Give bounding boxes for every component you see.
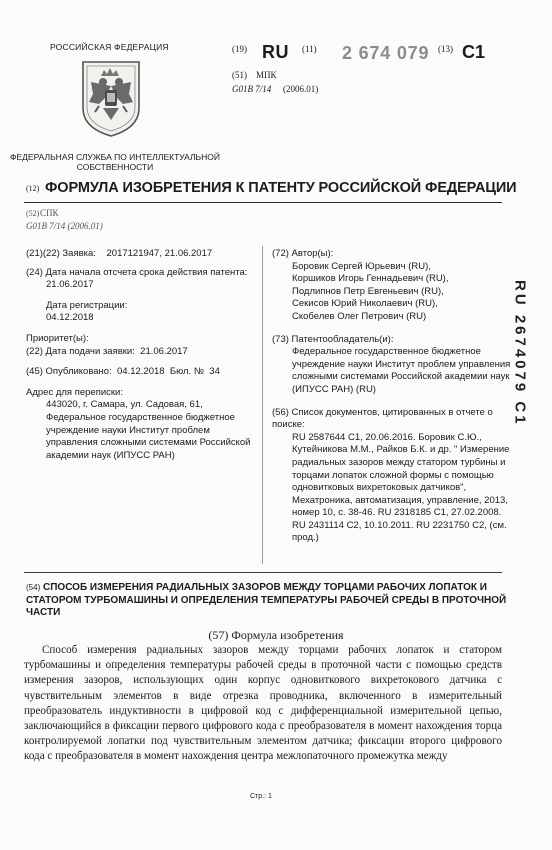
title-rule	[24, 202, 502, 203]
section-rule	[24, 572, 502, 573]
ipc-label: МПК	[256, 70, 277, 80]
priority-label: Приоритет(ы):	[26, 332, 89, 344]
address-label: Адрес для переписки:	[26, 386, 124, 398]
cited-docs-continued: (см. прод.)	[292, 519, 507, 544]
registration-value: 04.12.2018	[46, 312, 94, 324]
bulletin-value: 34	[209, 366, 220, 378]
address-value: 443020, г. Самара, ул. Садовая, 61, Федеральное государственное бюджетное учреждение науки Институт проблем управления сложными системами Российской академии наук (ИПУСС РАН)	[46, 399, 251, 461]
bibliographic-right-column	[272, 248, 512, 545]
application-label: (21)(22) Заявка:	[26, 248, 96, 259]
application-value: 2017121947, 21.06.2017	[106, 248, 213, 259]
filing-date-value: 21.06.2017	[140, 345, 188, 357]
side-patent-number: RU 2674079 C1	[511, 280, 529, 427]
term-start-value: 21.06.2017	[46, 279, 94, 291]
registration-label: Дата регистрации:	[46, 299, 128, 311]
patent-number: 2 674 079	[342, 43, 430, 63]
cited-docs-label: (56) Список документов, цитированных в отчете о поиске:	[272, 406, 493, 431]
author-item: Боровик Сергей Юрьевич (RU),	[292, 260, 431, 272]
bulletin-label: Бюл. №	[169, 366, 205, 378]
page-number: Стр.: 1	[250, 793, 272, 800]
owner-value: Федеральное государственное бюджетное учреждение науки Институт проблем управления сложными системами Российской академии наук (ИПУСС РАН) (RU)	[292, 346, 511, 395]
author-item: Подлипнов Петр Евгеньевич (RU),	[292, 285, 444, 297]
inid-code-52: (52)	[26, 209, 40, 218]
spk-code: G01B 7/14 (2006.01)	[26, 221, 103, 231]
inid-code-19: (19)	[232, 44, 247, 54]
inid-code-51: (51)	[232, 70, 247, 80]
formula-text: Способ измерения радиальных зазоров между торцами рабочих лопаток и статором турбомашины и определения температуры рабочей среды в проточной части с помощью средств измерения зазоров, использующих один корпус одновиткового вихретокового датчика с чувствительным элементов в виде отрезка проводника, включенного в измерительный преобразователь индуктивности в цифровой код с дифференциальной измерительной цепью, заключающийся в фиксации первого цифрового кода с преобразователя в момент нахождения торца контролируемой лопатки под чувствительным элементом датчика; фиксации второго цифрового кода с преобразователя в момент нахождения центра межлопаточного промежутка между	[24, 644, 502, 763]
filing-date-label: (22) Дата подачи заявки:	[26, 345, 135, 357]
inid-code-54: (54)	[26, 583, 41, 592]
bibliographic-left-column	[26, 248, 258, 462]
author-item: Скобелев Олег Петрович (RU)	[292, 310, 427, 322]
author-item: Секисов Юрий Николаевич (RU),	[292, 298, 438, 310]
inid-code-12: (12)	[26, 184, 40, 193]
agency-name: ФЕДЕРАЛЬНАЯ СЛУЖБА ПО ИНТЕЛЛЕКТУАЛЬНОЙ СОБСТВЕННОСТИ	[10, 152, 220, 172]
ipc-class: G01B 7/14	[232, 84, 272, 94]
published-label: (45) Опубликовано:	[26, 366, 112, 378]
owner-label: (73) Патентообладатель(и):	[272, 333, 394, 345]
column-divider	[262, 246, 263, 564]
doc-country-code: RU	[262, 42, 289, 62]
authors-label: (72) Автор(ы):	[272, 248, 334, 259]
published-value: 04.12.2018	[117, 366, 165, 378]
doc-kind-code: C1	[462, 42, 486, 62]
document-title: ФОРМУЛА ИЗОБРЕТЕНИЯ К ПАТЕНТУ РОССИЙСКОЙ ФЕДЕРАЦИИ	[45, 180, 517, 196]
inid-code-13: (13)	[438, 44, 453, 54]
inid-code-11: (11)	[302, 44, 317, 54]
spk-label: СПК	[40, 208, 59, 218]
author-item: Коршиков Игорь Геннадьевич (RU),	[292, 273, 449, 285]
ipc-year: (2006.01)	[283, 84, 319, 94]
invention-title-block	[26, 582, 516, 620]
term-start-label: (24) Дата начала отсчета срока действия патента:	[26, 266, 248, 278]
country-name: РОССИЙСКАЯ ФЕДЕРАЦИЯ	[50, 42, 169, 52]
cited-docs-value: RU 2587644 C1, 20.06.2016. Боровик С.Ю., Кутейникова М.М., Райков Б.К. и др. " Измерение радиальных зазоров между статором турбины и торцами лопаток сложной формы с помощью одновитковых вихретоковых датчиков", Мехатроника, автоматизация, управление, 2013, номер 10, с. 38-46. RU 2318185 C1, 27.02.2008. RU 2431114 C2, 10.10.2011. RU 2231750 C2,	[292, 431, 510, 531]
formula-body	[24, 643, 502, 765]
invention-title: СПОСОБ ИЗМЕРЕНИЯ РАДИАЛЬНЫХ ЗАЗОРОВ МЕЖДУ ТОРЦАМИ РАБОЧИХ ЛОПАТОК И СТАТОРОМ ТУРБОМАШИНЫ И ОПРЕДЕЛЕНИЯ ТЕМПЕРАТУРЫ РАБОЧЕЙ СРЕДЫ В ПРОТОЧНОЙ ЧАСТИ	[26, 582, 507, 618]
formula-heading: (57) Формула изобретения	[208, 628, 344, 642]
coat-of-arms-emblem	[77, 58, 145, 138]
